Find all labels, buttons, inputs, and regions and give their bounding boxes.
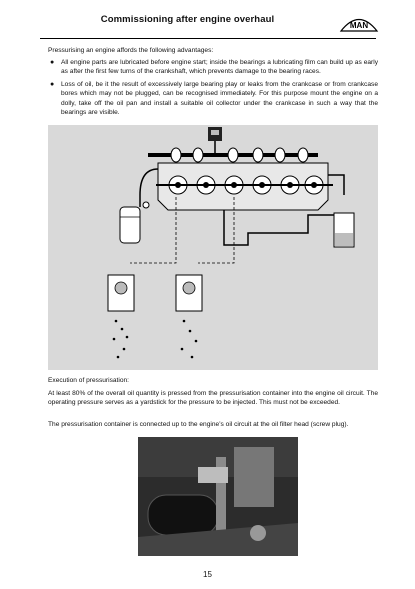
bullet-item [48, 80, 378, 117]
section-title: Execution of pressurisation: [48, 377, 129, 384]
bullet-item [48, 58, 378, 77]
intro-text: Pressurising an engine affords the following advantages: [48, 47, 214, 54]
man-logo [339, 10, 379, 34]
page-title: Commissioning after engine overhaul [100, 14, 275, 25]
bullet-icon: ● [50, 59, 55, 66]
bullet-text: Loss of oil, be it the result of excessively large bearing play or leaks from the crankcase or from crankcase bores which may not be plugged, can be recognised immediately. For this purpose mount the engine on a dolly, take off the oil pan and install a suitable oil collector under the crankcase in such a way that the bearings are visible. [61, 81, 378, 116]
paragraph: The pressurisation container is connected up to the engine’s oil circuit at the oil filter head (screw plug). [48, 421, 349, 428]
bullet-icon: ● [50, 81, 55, 88]
svg-text:MAN: MAN [349, 21, 369, 30]
bullet-text: All engine parts are lubricated before engine start; inside the bearings a lubricating film can build up as early as after the first few turns of the crankshaft, which prevents damage to the bearing races. [61, 59, 378, 76]
paragraph: At least 80% of the overall oil quantity is pressed from the pressurisation container into the engine oil circuit. The operating pressure serves as a yardstick for the pressure to be injected. This must not be exceeded. [48, 390, 378, 407]
page-header [40, 8, 375, 38]
engine-pressurisation-diagram [48, 125, 378, 370]
header-divider [40, 38, 376, 39]
page-number: 15 [203, 570, 212, 579]
oil-filter-head-photo [138, 437, 298, 556]
